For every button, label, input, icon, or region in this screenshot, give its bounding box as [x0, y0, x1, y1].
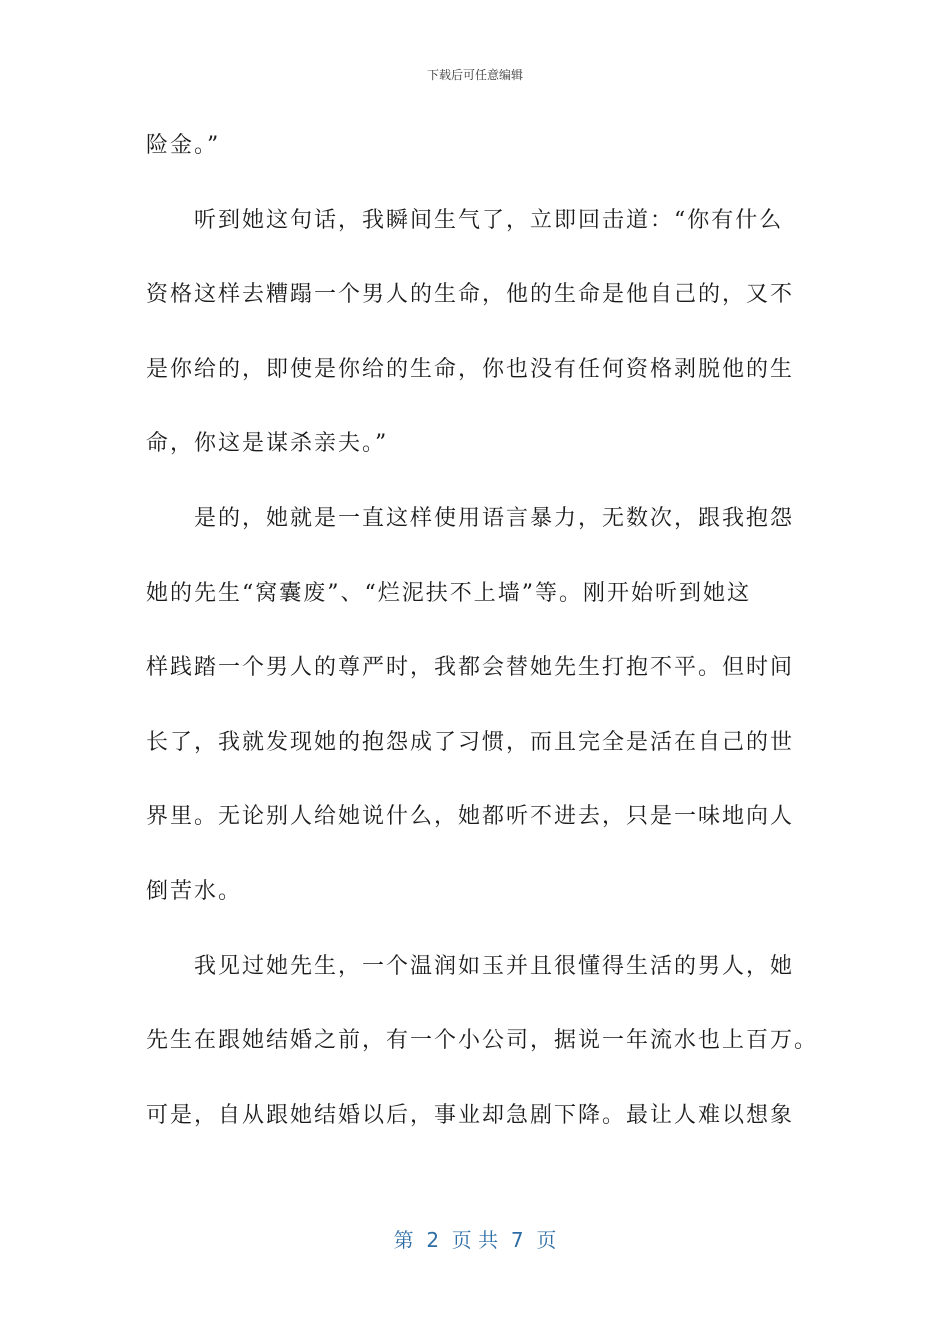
text-line: 命，你这是谋杀亲夫。”	[146, 431, 389, 457]
text-line: 先生在跟她结婚之前，有一个小公司，据说一年流水也上百万。	[146, 1028, 819, 1054]
text-line: 是你给的，即使是你给的生命，你也没有任何资格剥脱他的生	[146, 356, 795, 382]
page-header: 下载后可任意编辑	[426, 68, 523, 82]
text-line: 险金。”	[146, 133, 221, 158]
text-line: 界里。无论别人给她说什么，她都听不进去，只是一味地向人	[146, 804, 795, 830]
page-number-footer: 第 2 页 共 7 页	[393, 1228, 557, 1252]
text-line: 资格这样去糟蹋一个男人的生命，他的生命是他自己的，又不	[146, 282, 795, 308]
text-line: 长了，我就发现她的抱怨成了习惯，而且完全是活在自己的世	[146, 729, 795, 755]
document-body	[146, 122, 819, 1166]
text-line: 样践踏一个男人的尊严时，我都会替她先生打抱不平。但时间	[146, 655, 795, 681]
text-line: 她的先生“窝囊废”、“烂泥扶不上墙”等。刚开始听到她这	[146, 580, 751, 606]
text-line: 可是，自从跟她结婚以后，事业却急剧下降。最让人难以想象	[146, 1102, 795, 1128]
text-line: 听到她这句话，我瞬间生气了，立即回击道：“你有什么	[194, 207, 784, 233]
text-line: 我见过她先生，一个温润如玉并且很懂得生活的男人，她	[194, 953, 795, 979]
text-line: 是的，她就是一直这样使用语言暴力，无数次，跟我抱怨	[194, 505, 795, 531]
text-line: 倒苦水。	[146, 878, 243, 904]
